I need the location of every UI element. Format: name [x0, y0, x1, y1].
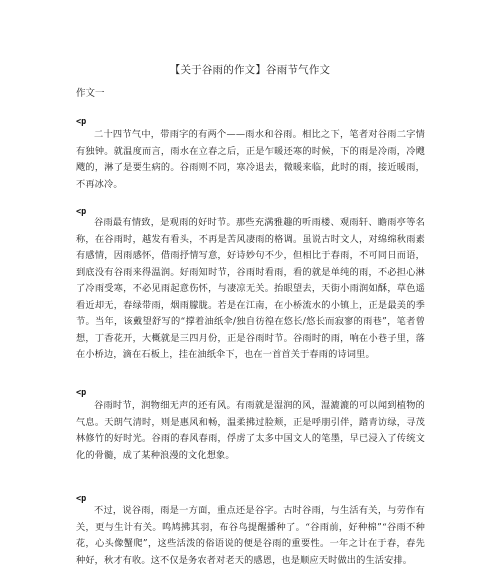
document-title: 【关于谷雨的作文】谷雨节气作文 — [169, 64, 331, 76]
paragraph-2: 谷雨最有情致，是观雨的好时节。那些充满雅趣的听雨楼、观雨轩、瞻雨亭等名称，在谷雨时，越发有看头，不再是苦风凄雨的格调。虽说古时文人，对绵绵秋雨素有感情，因雨感怀，借雨抒情写意，好诗妙句不少，但相比于春雨，不可同日而语，到底没有谷雨来得温润。好雨知时节，谷雨时看雨，看的就是单纯的雨，不必担心淋了冷雨受寒，不必见雨起意伤怀，与凄凉无关。抬眼望去，天街小雨润如酥，草色遥看近却无，春绿带雨，烟雨朦胧。若是在江南，在小桥流水的小镇上，正是最美的季节。当年，该戴望舒写的“撑着油纸伞/独自彷徨在悠长/悠长而寂寥的雨巷”，笔者曾想，丁香花开，大概就是三四月份，正是谷雨时节。谷雨时的雨，响在小巷子里，落在小桥边，滴在石板上，挂在油纸伞下，也在一首首关于春雨的诗词里。 — [76, 217, 425, 360]
paragraph-4: 不过，说谷雨，雨是一方面，重点还是谷字。古时谷雨，与生活有关，与劳作有关，更与生计有关。鸣鸠拂其羽，布谷鸟提醒播种了。“谷雨前，好种棉”“谷雨不种花，心头像蟹爬”，这些活泼的俗语说的便是谷雨的重要性。一年之计在于春，春先种好，秋才有收。这不仅是务农者对老天的感恩，也是顺应天时做出的生活安排。 — [76, 505, 425, 566]
p-tag-marker: <p — [76, 388, 87, 398]
p-tag-marker: <p — [76, 494, 87, 504]
essay-number-heading: 作文一 — [76, 88, 105, 99]
p-tag-marker: <p — [76, 117, 87, 127]
paragraph-3: 谷雨时节，润物细无声的还有风。有雨就是湿润的风，湿漉漉的可以闻到植物的气息。天朗气清时，则是惠风和畅，温柔拂过脸颊，正是呼朋引伴，踏青访绿，寻茂林修竹的好时光。谷雨的春风春雨，俘虏了太多中国文人的笔墨，早已浸入了传统文化的骨髓，成了某种浪漫的文化想象。 — [76, 400, 425, 461]
paragraph-1: 二十四节气中，带雨字的有两个——雨水和谷雨。相比之下，笔者对谷雨二字情有独钟。就温度而言，雨水在立春之后，正是乍暖还寒的时候，下的雨是冷雨，冷飕飕的，淋了是要生病的。谷雨则不同，寒冷退去，微暖来临，此时的雨，接近暖雨，不再冰冷。 — [76, 129, 425, 190]
p-tag-marker: <p — [76, 207, 87, 217]
